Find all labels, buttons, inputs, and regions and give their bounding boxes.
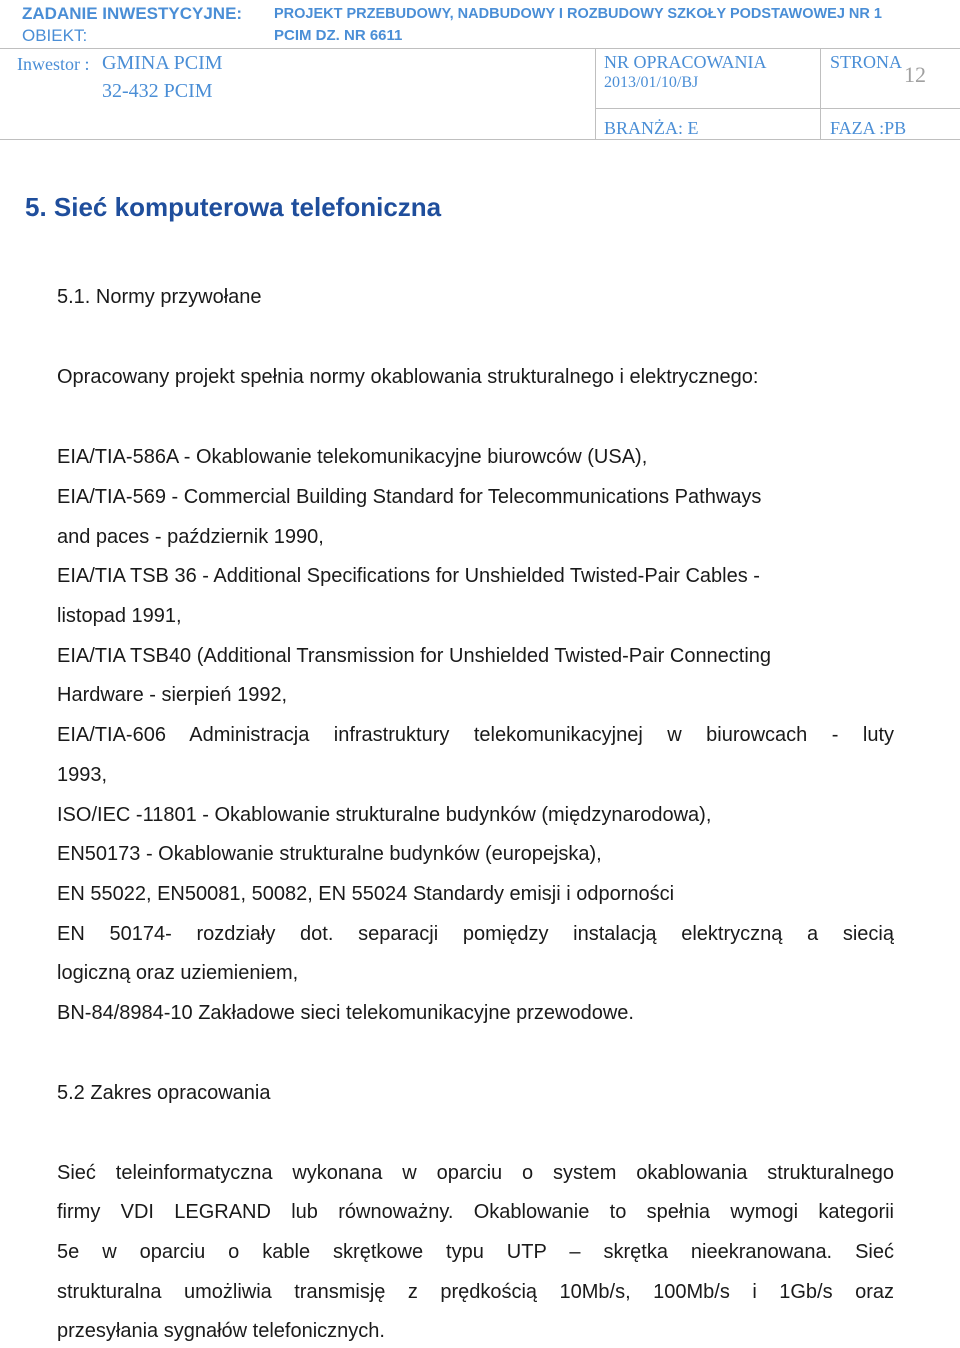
object-value: PCIM DZ. NR 6611 — [274, 27, 403, 44]
scope-line: strukturalna umożliwia transmisję z prędkością 10Mb/s, 100Mb/s i 1Gb/s oraz — [57, 1281, 894, 1303]
standard-line: EIA/TIA-586A - Okablowanie telekomunikacyjne biurowców (USA), — [57, 446, 648, 468]
standard-line: and paces - październik 1990, — [57, 526, 324, 548]
object-label: OBIEKT: — [22, 26, 88, 45]
phase-label: FAZA :PB — [830, 118, 907, 138]
scope-line: 5e w oparciu o kable skrętkowe typu UTP – skrętka nieekranowana. Sieć — [57, 1241, 894, 1263]
header-row-divider — [595, 108, 960, 109]
standard-line: Hardware - sierpień 1992, — [57, 684, 288, 706]
investor-label: Inwestor : — [17, 54, 90, 74]
investment-value: PROJEKT PRZEBUDOWY, NADBUDOWY I ROZBUDOWY SZKOŁY PODSTAWOWEJ NR 1 — [274, 6, 882, 22]
scope-line: przesyłania sygnałów telefonicznych. — [57, 1320, 385, 1342]
standard-line: EIA/TIA-569 - Commercial Building Standard for Telecommunications Pathways — [57, 486, 762, 508]
doc-number-value: 2013/01/10/BJ — [604, 74, 699, 91]
investment-label: ZADANIE INWESTYCYJNE: — [22, 4, 243, 23]
section-title: 5. Sieć komputerowa telefoniczna — [25, 192, 442, 222]
scope-line: firmy VDI LEGRAND lub równoważny. Okablowanie to spełnia wymogi kategorii — [57, 1201, 894, 1223]
standard-line: EN 55022, EN50081, 50082, EN 55024 Standardy emisji i odporności — [57, 883, 675, 905]
standard-line: listopad 1991, — [57, 605, 182, 627]
doc-number-label: NR OPRACOWANIA — [604, 52, 767, 72]
standard-line: EIA/TIA-606 Administracja infrastruktury telekomunikacyjnej w biurowcach - luty — [57, 724, 894, 746]
intro-paragraph: Opracowany projekt spełnia normy okablowania strukturalnego i elektrycznego: — [57, 366, 759, 388]
investor-name: GMINA PCIM — [102, 52, 223, 74]
subsection-title: 5.1. Normy przywołane — [57, 286, 262, 308]
standard-line: EIA/TIA TSB40 (Additional Transmission for Unshielded Twisted-Pair Connecting — [57, 645, 772, 667]
standard-line: logiczną oraz uziemieniem, — [57, 962, 299, 984]
investor-address: 32-432 PCIM — [102, 80, 213, 102]
header-divider — [0, 48, 960, 49]
scope-line: Sieć teleinformatyczna wykonana w oparciu o system okablowania strukturalnego — [57, 1162, 894, 1184]
page-label: STRONA — [830, 52, 903, 72]
header-column-divider — [820, 48, 821, 140]
subsection-title: 5.2 Zakres opracowania — [57, 1082, 271, 1104]
standard-line: ISO/IEC -11801 - Okablowanie strukturalne budynków (międzynarodowa), — [57, 804, 712, 826]
page-number: 12 — [904, 62, 926, 87]
standard-line: EIA/TIA TSB 36 - Additional Specifications for Unshielded Twisted-Pair Cables - — [57, 565, 760, 587]
standard-line: EN50173 - Okablowanie strukturalne budynków (europejska), — [57, 843, 602, 865]
standard-line: EN 50174- rozdziały dot. separacji pomiędzy instalacją elektryczną a siecią — [57, 923, 894, 945]
header-column-divider — [595, 48, 596, 140]
header-bottom-divider — [0, 139, 960, 140]
standard-line: BN-84/8984-10 Zakładowe sieci telekomunikacyjne przewodowe. — [57, 1002, 634, 1024]
standard-line: 1993, — [57, 764, 108, 786]
document-header — [0, 0, 960, 140]
branch-label: BRANŻA: E — [604, 118, 699, 138]
